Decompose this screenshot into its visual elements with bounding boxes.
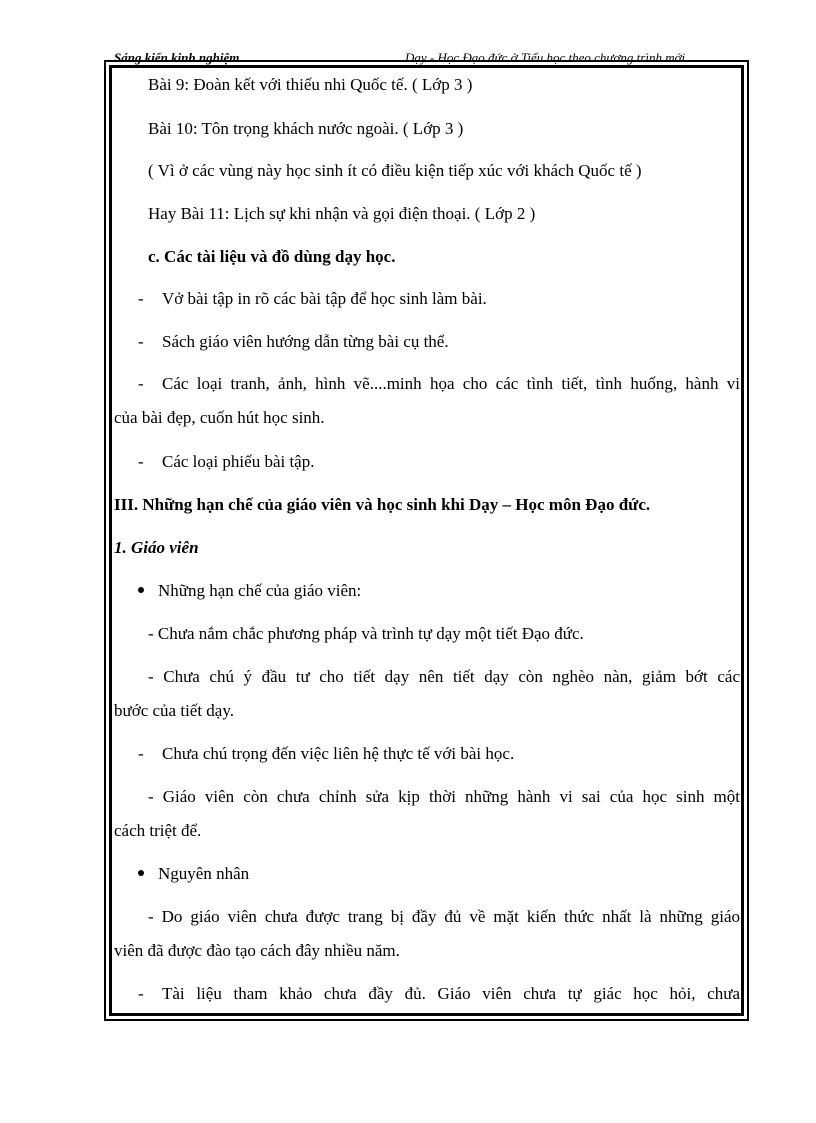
bullet-item-text: Nguyên nhân (158, 864, 250, 883)
bullet-item-text: Những hạn chế của giáo viên: (158, 581, 362, 600)
list-item-text: Chưa chú trọng đến việc liên hệ thực tế với bài học. (162, 744, 515, 763)
header-right-title: Dạy - Học Đạo đức ở Tiểu học theo chương trình mới (405, 50, 686, 65)
section-heading-iii: III. Những hạn chế của giáo viên và học sinh khi Dạy – Học môn Đạo đức. (114, 495, 651, 514)
paragraph: - Chưa chú ý đầu tư cho tiết dạy nên tiết dạy còn nghèo nàn, giảm bớt các (148, 667, 740, 686)
list-item (138, 331, 449, 353)
list-item (138, 743, 514, 765)
list-item-continuation: của bài đẹp, cuốn hút học sinh. (114, 408, 325, 427)
list-item-text: Vở bài tập in rõ các bài tập để học sinh làm bài. (162, 289, 487, 308)
paragraph-lesson-9: Bài 9: Đoàn kết với thiếu nhi Quốc tế. ( Lớp 3 ) (148, 75, 473, 94)
paragraph-continuation: viên đã được đào tạo cách đây nhiều năm. (114, 941, 400, 960)
list-item (138, 288, 487, 310)
dash-marker: - (138, 374, 144, 393)
list-item (138, 451, 314, 473)
bullet-icon (138, 587, 144, 593)
list-item (114, 983, 740, 1005)
paragraph-continuation: cách triệt để. (114, 821, 202, 840)
dash-marker: - (138, 984, 144, 1003)
paragraph: - Chưa nắm chắc phương pháp và trình tự dạy một tiết Đạo đức. (148, 624, 584, 643)
list-item-text: Các loại phiếu bài tập. (162, 452, 315, 471)
dash-marker: - (138, 289, 144, 308)
paragraph-lesson-11: Hay Bài 11: Lịch sự khi nhận và gọi điện thoại. ( Lớp 2 ) (148, 204, 536, 223)
dash-marker: - (138, 452, 144, 471)
list-item-text: Sách giáo viên hướng dẫn từng bài cụ thể. (162, 332, 449, 351)
paragraph-note: ( Vì ở các vùng này học sinh ít có điều kiện tiếp xúc với khách Quốc tế ) (148, 161, 642, 180)
bullet-icon (138, 870, 144, 876)
paragraph: - Giáo viên còn chưa chỉnh sửa kịp thời những hành vi sai của học sinh một (148, 787, 740, 806)
list-item-text: Các loại tranh, ảnh, hình vẽ....minh họa cho các tình tiết, tình huống, hành vi (162, 374, 740, 393)
dash-marker: - (138, 744, 144, 763)
paragraph: - Do giáo viên chưa được trang bị đầy đủ về mặt kiến thức nhất là những giáo (148, 907, 740, 926)
list-item (114, 373, 740, 395)
dash-marker: - (138, 332, 144, 351)
paragraph-continuation: bước của tiết dạy. (114, 701, 234, 720)
header-left-title: Sáng kiến kinh nghiệm (114, 50, 240, 65)
bullet-item (138, 580, 361, 602)
section-heading-c: c. Các tài liệu và đồ dùng dạy học. (148, 247, 396, 266)
paragraph-lesson-10: Bài 10: Tôn trọng khách nước ngoài. ( Lớp 3 ) (148, 119, 464, 138)
subsection-heading-teacher: 1. Giáo viên (114, 538, 199, 557)
bullet-item (138, 863, 249, 885)
list-item-text: Tài liệu tham khảo chưa đầy đủ. Giáo viên chưa tự giác học hỏi, chưa (162, 984, 740, 1003)
